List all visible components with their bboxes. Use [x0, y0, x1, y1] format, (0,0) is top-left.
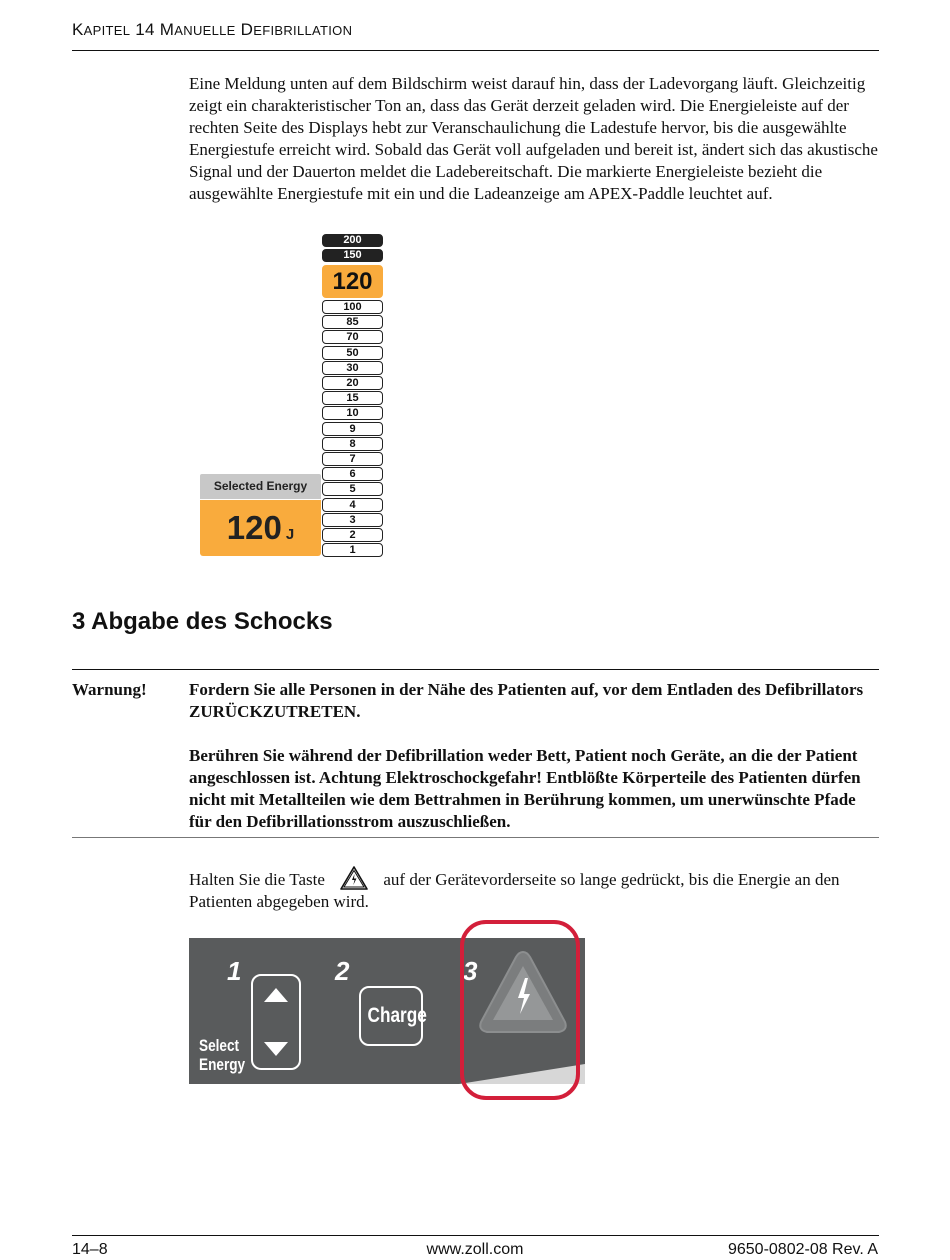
intro-paragraph: Eine Meldung unten auf dem Bildschirm weist darauf hin, dass der Ladevorgang läuft. Gleichzeitig zeigt ein charakteristischer Ton an, dass das Gerät derzeit geladen wird. Die Energieleiste auf der rechten Seite des Displays hebt zur Veranschaulichung die Ladestufe hervor, bis die ausgewählte Energiestufe erreicht wird. Sobald das Gerät voll aufgeladen und bereit ist, ändert sich das akustische Signal und der Dauerton meldet die Ladebereitschaft. Die markierte Energieleiste bezieht die ausgewählte Energiestufe mit ein und die Ladeanzeige am APEX-Paddle leuchtet auf. [189, 74, 878, 203]
instruction-text-after: auf der Gerätevorderseite so lange gedrückt, bis die Energie an den Patienten abgegeben wird. [189, 870, 840, 912]
charge-button-label: Charge [367, 1004, 427, 1027]
header-title-part: D [235, 20, 254, 39]
charge-button[interactable] [359, 986, 427, 1046]
warning-text-2: Berühren Sie während der Defibrillation weder Bett, Patient noch Geräte, an die der Patient angeschlossen ist. Achtung Elektroschockgefahr! Entblößte Körperteile des Patienten dürfen nicht mit Metallteilen wie dem Bettrahmen in Berührung kommen, um unerwünschte Pfade für den Defibrillationsstrom auszuschließen. [189, 746, 861, 831]
energy-level-15: 15 [322, 391, 383, 405]
energy-level-6: 6 [322, 467, 383, 481]
selected-energy-value [200, 500, 321, 556]
energy-level-100: 100 [322, 300, 383, 314]
energy-level-50: 50 [322, 346, 383, 360]
header-title-part: 14 M [130, 20, 175, 39]
energy-level-70: 70 [322, 330, 383, 344]
header-title-part: K [72, 20, 84, 39]
energy-level-8: 8 [322, 437, 383, 451]
footer-rule [72, 1235, 879, 1236]
energy-level-85: 85 [322, 315, 383, 329]
selected-energy-number: 120 [226, 509, 282, 546]
footer-website: www.zoll.com [426, 1241, 524, 1258]
header-title-part: ANUELLE [174, 23, 236, 38]
energy-level-10: 10 [322, 406, 383, 420]
warning-top-rule [72, 669, 879, 670]
warning-label: Warnung! [72, 680, 147, 699]
step1-number: 1 [227, 956, 242, 986]
instruction-text-before: Halten Sie die Taste [189, 870, 325, 889]
warning-bottom-rule [72, 837, 879, 838]
header-title-part: APITEL [83, 23, 131, 38]
energy-level-7: 7 [322, 452, 383, 466]
energy-level-2: 2 [322, 528, 383, 542]
header-title-part: EFIBRILLATION [253, 23, 353, 38]
up-down-arrows-icon [253, 976, 299, 1068]
shock-button-highlight-ring [460, 920, 580, 1100]
page-number: 14–8 [72, 1241, 108, 1258]
select-energy-label-line1: Select [199, 1036, 240, 1055]
running-header [72, 20, 352, 40]
shock-button-icon [339, 865, 369, 891]
energy-level-1: 1 [322, 543, 383, 557]
energy-level-5: 5 [322, 482, 383, 496]
energy-level-30: 30 [322, 361, 383, 375]
energy-level-4: 4 [322, 498, 383, 512]
energy-level-selected: 120 [322, 265, 383, 298]
warning-text-1: Fordern Sie alle Personen in der Nähe des Patienten auf, vor dem Entladen des Defibrillators ZURÜCKZUTRETEN. [189, 680, 864, 721]
energy-level-150: 150 [322, 249, 383, 262]
energy-level-20: 20 [322, 376, 383, 390]
select-energy-button[interactable] [251, 974, 301, 1070]
header-rule [72, 50, 879, 51]
step2-number: 2 [335, 956, 350, 986]
instruction-paragraph [189, 869, 879, 913]
energy-level-9: 9 [322, 422, 383, 436]
step3-number: 3 [463, 956, 478, 986]
selected-energy-label: Selected Energy [200, 474, 321, 499]
energy-level-200: 200 [322, 234, 383, 247]
energy-level-3: 3 [322, 513, 383, 527]
document-number: 9650-0802-08 Rev. A [727, 1241, 878, 1258]
select-energy-label-line2: Energy [199, 1055, 246, 1074]
selected-energy-unit: J [285, 526, 295, 543]
select-energy-label [199, 1036, 245, 1074]
section-title: 3 Abgabe des Schocks [72, 608, 333, 635]
